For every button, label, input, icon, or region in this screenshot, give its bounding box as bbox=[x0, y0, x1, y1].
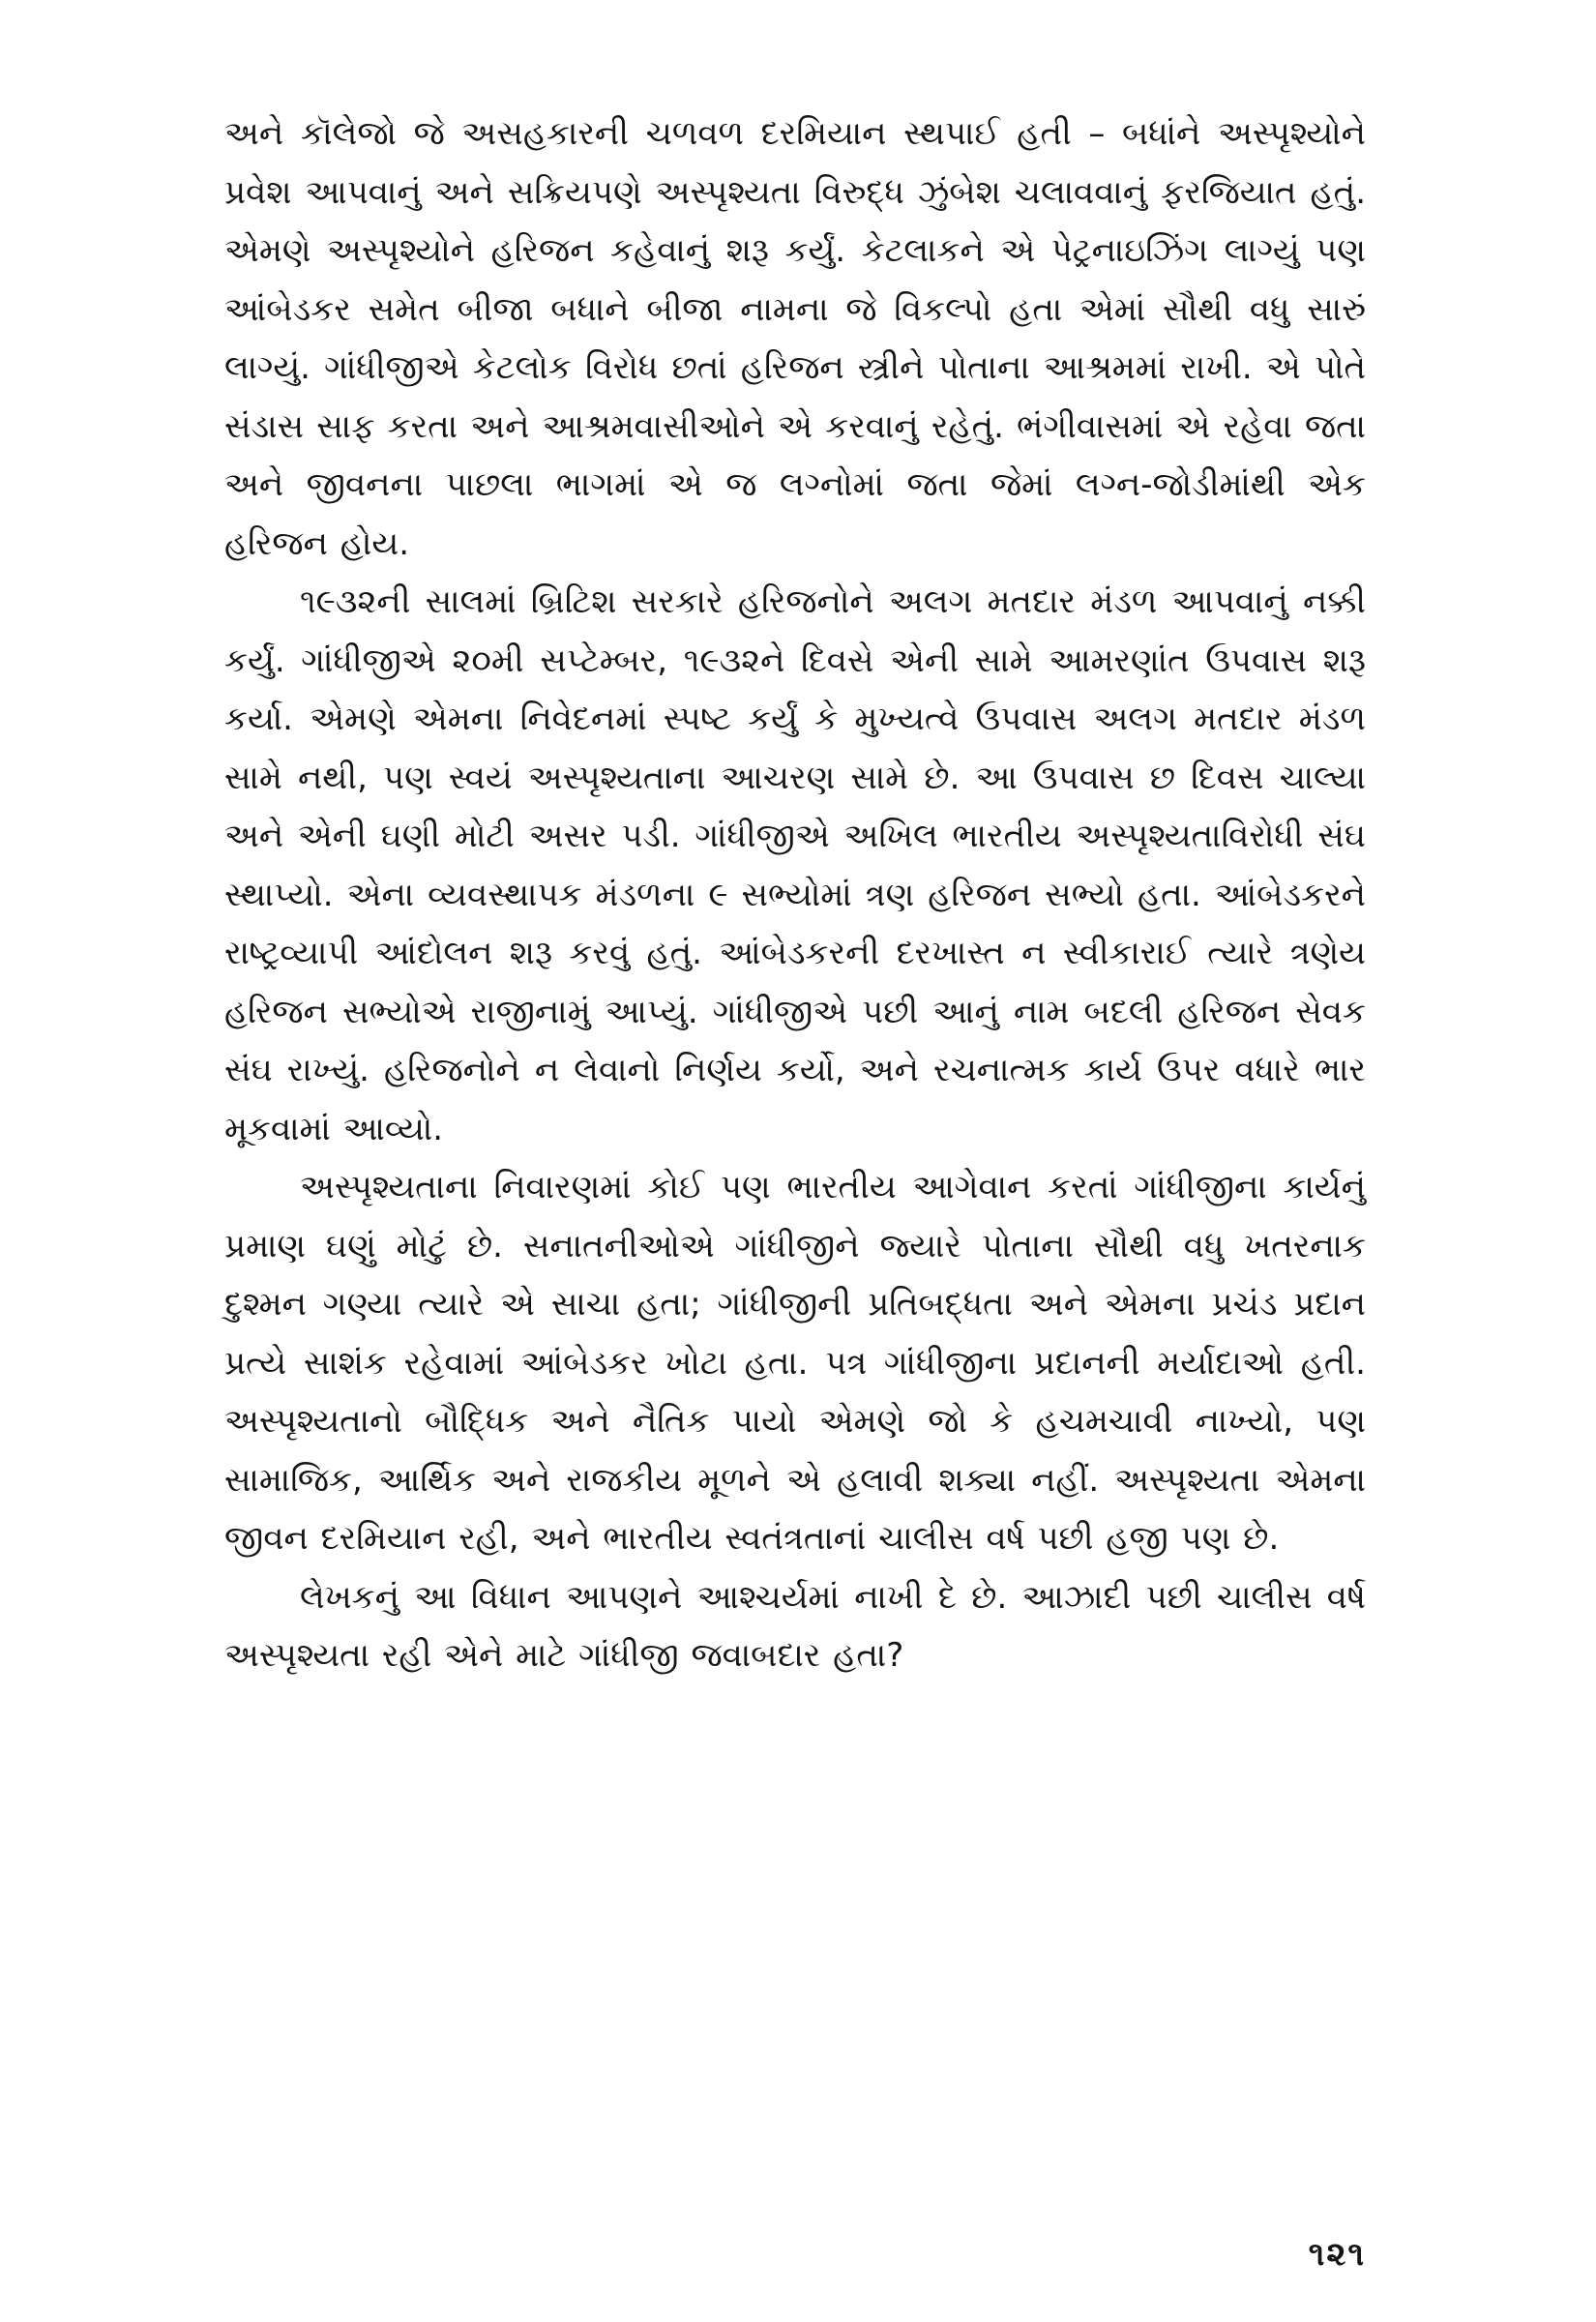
paragraph-1: અને કૉલેજો જે અસહકારની ચળવળ દરમિયાન સ્થપાઈ હતી – બધાંને અસ્પૃશ્યોને પ્રવેશ આપવાનું અને સક્રિયપણે અસ્પૃશ્યતા વિરુદ્ધ ઝુંબેશ ચલાવવાનું ફરજિયાત હતું. એમણે અસ્પૃશ્યોને હરિજન કહેવાનું શરૂ કર્યું. કેટલાકને એ પેટ્રનાઇઝિંગ લાગ્યું પણ આંબેડકર સમેત બીજા બધાને બીજા નામના જે વિકલ્પો હતા એમાં સૌથી વધુ સારું લાગ્યું. ગાંધીજીએ કેટલોક વિરોધ છતાં હરિજન સ્ત્રીને પોતાના આશ્રમમાં રાખી. એ પોતે સંડાસ સાફ કરતા અને આશ્રમવાસીઓને એ કરવાનું રહેતું. ભંગીવાસમાં એ રહેવા જતા અને જીવનના પાછલા ભાગમાં એ જ લગ્નોમાં જતા જેમાં લગ્ન-જોડીમાંથી એક હરિજન હોય. bbox=[224, 114, 1366, 563]
page-number: ૧૨૧ bbox=[1308, 2235, 1366, 2274]
body-text bbox=[224, 104, 1366, 1685]
paragraph-4: લેખકનું આ વિધાન આપણને આશ્ચર્યમાં નાખી દે છે. આઝાદી પછી ચાલીસ વર્ષ અસ્પૃશ્યતા રહી એને માટે ગાંધીજી જવાબદાર હતા? bbox=[224, 1577, 1366, 1675]
paragraph-2: ૧૯૩૨ની સાલમાં બ્રિટિશ સરકારે હરિજનોને અલગ મતદાર મંડળ આપવાનું નક્કી કર્યું. ગાંધીજીએ ૨૦મી સપ્ટેમ્બર, ૧૯૩૨ને દિવસે એની સામે આમરણાંત ઉપવાસ શરૂ કર્યા. એમણે એમના નિવેદનમાં સ્પષ્ટ કર્યું કે મુખ્યત્વે ઉપવાસ અલગ મતદાર મંડળ સામે નથી, પણ સ્વયં અસ્પૃશ્યતાના આચરણ સામે છે. આ ઉપવાસ છ દિવસ ચાલ્યા અને એની ઘણી મોટી અસર પડી. ગાંધીજીએ અખિલ ભારતીય અસ્પૃશ્યતાવિરોધી સંઘ સ્થાપ્યો. એના વ્યવસ્થાપક મંડળના ૯ સભ્યોમાં ત્રણ હરિજન સભ્યો હતા. આંબેડકરને રાષ્ટ્રવ્યાપી આંદોલન શરૂ કરવું હતું. આંબેડકરની દરખાસ્ત ન સ્વીકારાઈ ત્યારે ત્રણેય હરિજન સભ્યોએ રાજીનામું આપ્યું. ગાંધીજીએ પછી આનું નામ બદલી હરિજન સેવક સંઘ રાખ્યું. હરિજનોને ન લેવાનો નિર્ણય કર્યો, અને રચનાત્મક કાર્ય ઉપર વધારે ભાર મૂકવામાં આવ્યો. bbox=[224, 582, 1366, 1148]
paragraph-3: અસ્પૃશ્યતાના નિવારણમાં કોઈ પણ ભારતીય આગેવાન કરતાં ગાંધીજીના કાર્યનું પ્રમાણ ઘણું મોટું છે. સનાતનીઓએ ગાંધીજીને જ્યારે પોતાના સૌથી વધુ ખતરનાક દુશ્મન ગણ્યા ત્યારે એ સાચા હતા; ગાંધીજીની પ્રતિબદ્ધતા અને એમના પ્રચંડ પ્રદાન પ્રત્યે સાશંક રહેવામાં આંબેડકર ખોટા હતા. પત્ર ગાંધીજીના પ્રદાનની મર્યાદાઓ હતી. અસ્પૃશ્યતાનો બૌદ્ધિક અને નૈતિક પાયો એમણે જો કે હચમચાવી નાખ્યો, પણ સામાજિક, આર્થિક અને રાજકીય મૂળને એ હલાવી શક્યા નહીં. અસ્પૃશ્યતા એમના જીવન દરમિયાન રહી, અને ભારતીય સ્વતંત્રતાનાં ચાલીસ વર્ષ પછી હજી પણ છે. bbox=[224, 1168, 1366, 1558]
